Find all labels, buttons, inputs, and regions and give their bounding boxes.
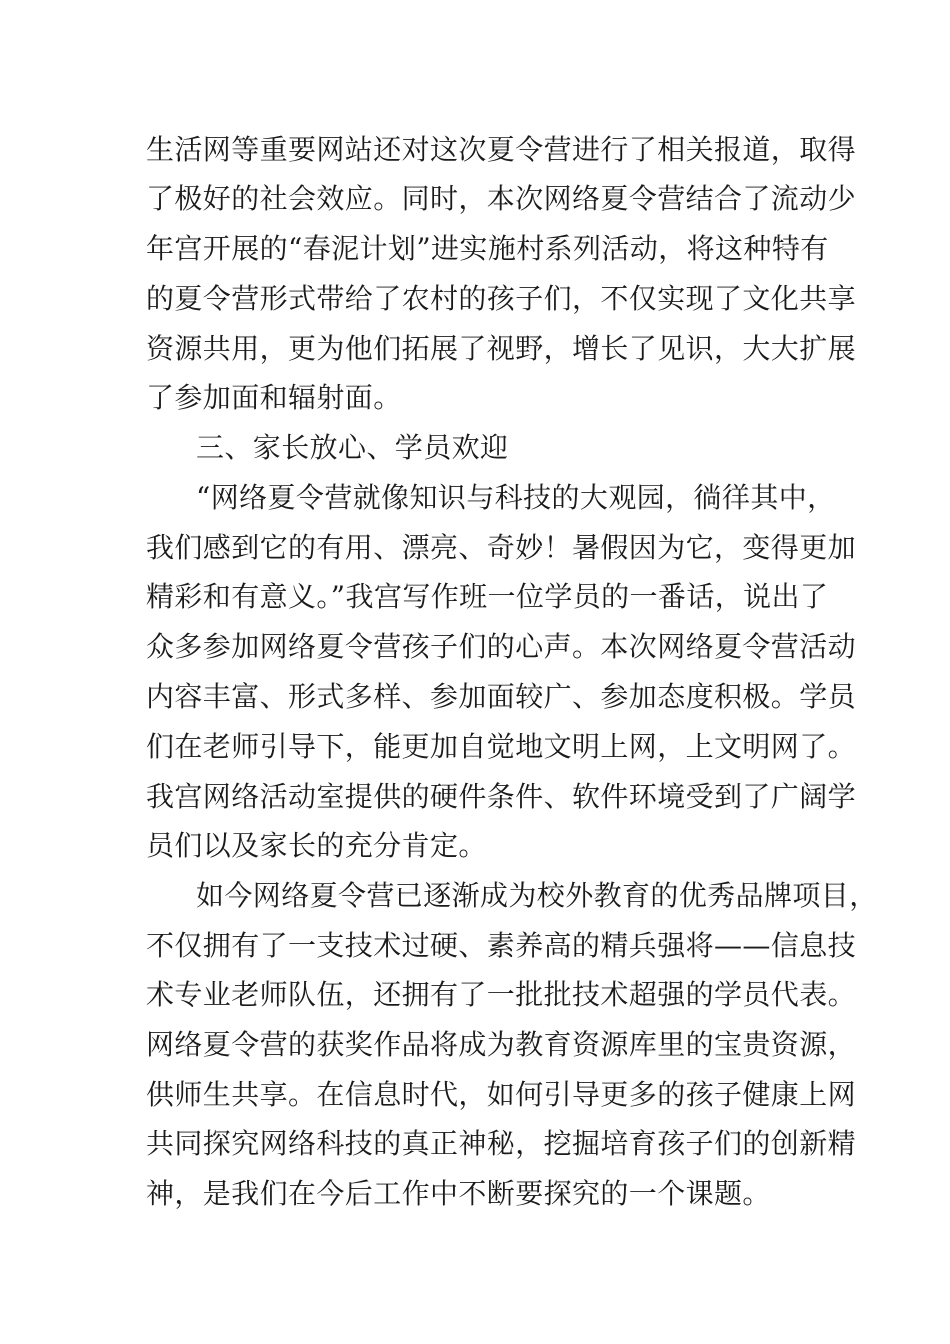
paragraph2-line-4: 众多参加网络夏令营孩子们的心声。本次网络夏令营活动 [146,630,857,663]
paragraph2-line-6: 们在老师引导下，能更加自觉地文明上网，上文明网了。 [146,730,857,763]
paragraph1-line-3: 年宫开展的“春泥计划”进实施村系列活动，将这种特有 [146,232,829,265]
paragraph3-line-3: 术专业老师队伍，还拥有了一批批技术超强的学员代表。 [146,978,857,1011]
paragraph3-line-4: 网络夏令营的获奖作品将成为教育资源库里的宝贵资源， [146,1028,857,1061]
paragraph3-line-1: 如今网络夏令营已逐渐成为校外教育的优秀品牌项目， [196,879,878,912]
paragraph1-line-1: 生活网等重要网站还对这次夏令营进行了相关报道，取得 [146,133,857,166]
paragraph2-line-5: 内容丰富、形式多样、参加面较广、参加态度积极。学员 [146,680,857,713]
paragraph1-line-6: 了参加面和辐射面。 [146,381,402,414]
paragraph2-line-8: 员们以及家长的充分肯定。 [146,829,487,862]
section-heading: 三、家长放心、学员欢迎 [196,431,509,464]
paragraph1-line-5: 资源共用，更为他们拓展了视野，增长了见识，大大扩展 [146,332,857,365]
paragraph1-line-2: 了极好的社会效应。同时，本次网络夏令营结合了流动少 [146,182,857,215]
paragraph3-line-2: 不仅拥有了一支技术过硬、素养高的精兵强将——信息技 [146,929,857,962]
paragraph3-line-5: 供师生共享。在信息时代，如何引导更多的孩子健康上网 [146,1078,857,1111]
paragraph3-line-6: 共同探究网络科技的真正神秘，挖掘培育孩子们的创新精 [146,1127,857,1160]
paragraph3-line-7: 神，是我们在今后工作中不断要探究的一个课题。 [146,1177,771,1210]
paragraph2-line-7: 我宫网络活动室提供的硬件条件、软件环境受到了广阔学 [146,780,857,813]
paragraph2-line-1: “网络夏令营就像知识与科技的大观园，徜徉其中， [196,481,836,514]
paragraph2-line-2: 我们感到它的有用、漂亮、奇妙！暑假因为它，变得更加 [146,531,857,564]
paragraph1-line-4: 的夏令营形式带给了农村的孩子们，不仅实现了文化共享 [146,282,857,315]
paragraph2-line-3: 精彩和有意义。”我宫写作班一位学员的一番话，说出了 [146,580,829,613]
